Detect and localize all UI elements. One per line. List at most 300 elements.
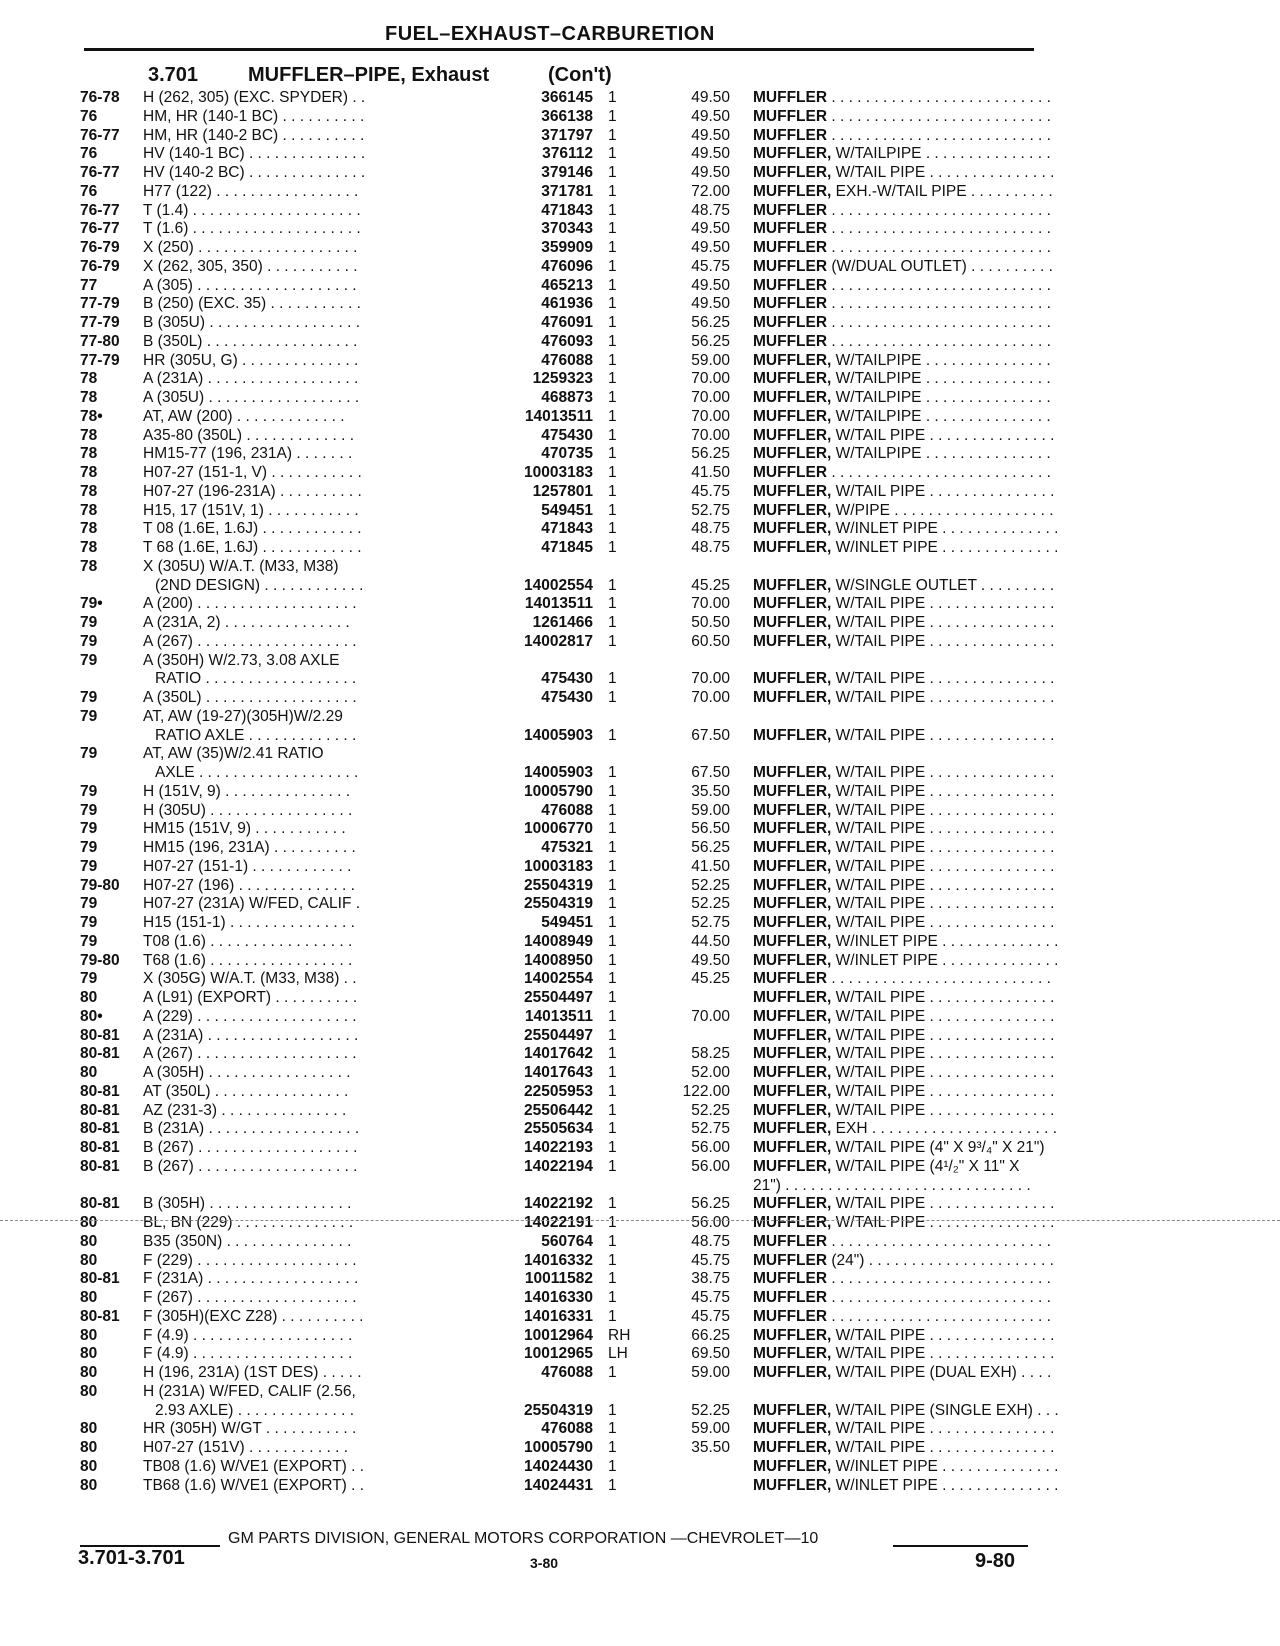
price-cell: 67.50 bbox=[691, 764, 730, 781]
item-cell bbox=[753, 520, 1113, 539]
table-row bbox=[80, 726, 1055, 746]
item-detail: W/TAIL PIPE . . . . . . . . . . . . . . . bbox=[831, 614, 1055, 631]
item-name: MUFFLER, bbox=[753, 614, 832, 631]
item-name: MUFFLER, bbox=[753, 1101, 832, 1119]
quantity-cell: 1 bbox=[608, 857, 617, 875]
item-detail: W/TAILPIPE . . . . . . . . . . . . . . . bbox=[831, 351, 1051, 369]
price-cell: 45.75 bbox=[691, 1251, 730, 1269]
item-cell bbox=[753, 1252, 1113, 1271]
item-name: MUFFLER bbox=[753, 314, 828, 331]
quantity-cell: 1 bbox=[608, 1064, 617, 1081]
price-cell: 48.75 bbox=[691, 201, 730, 219]
item-detail: W/TAIL PIPE . . . . . . . . . . . . . . . bbox=[831, 1420, 1055, 1438]
item-cell bbox=[753, 183, 1113, 202]
description-cell: T 08 (1.6E, 1.6J) . . . . . . . . . . . . bbox=[143, 520, 362, 538]
item-name: MUFFLER, bbox=[753, 145, 832, 163]
item-cell bbox=[753, 1045, 1113, 1064]
price-cell: 70.00 bbox=[691, 670, 730, 688]
price-cell: 70.00 bbox=[691, 595, 730, 613]
year-cell: 79 bbox=[80, 820, 98, 838]
item-detail: . . . . . . . . . . . . . . . . . . . . . . . . . . bbox=[827, 1270, 1051, 1288]
table-row bbox=[80, 1101, 1055, 1121]
table-row bbox=[80, 670, 1055, 689]
year-cell: 78 bbox=[80, 389, 98, 406]
quantity-cell: 1 bbox=[608, 445, 617, 463]
description-cell: HV (140-2 BC) . . . . . . . . . . . . . . bbox=[143, 164, 366, 181]
quantity-cell: 1 bbox=[608, 407, 617, 425]
year-cell: 76-77 bbox=[80, 220, 120, 238]
part-number-cell: 14024431 bbox=[524, 1476, 593, 1494]
price-cell: 56.00 bbox=[691, 1157, 730, 1175]
item-name: MUFFLER, bbox=[753, 407, 832, 425]
item-cell bbox=[753, 858, 1113, 877]
item-detail: W/TAIL PIPE . . . . . . . . . . . . . . . bbox=[831, 426, 1055, 444]
description-cell: H (305U) . . . . . . . . . . . . . . . . . bbox=[143, 801, 353, 819]
description-cell: H07-27 (196-231A) . . . . . . . . . . bbox=[143, 482, 362, 500]
year-cell: 80• bbox=[80, 1007, 103, 1025]
year-cell: 78 bbox=[80, 482, 98, 500]
part-number-cell: 14013511 bbox=[524, 595, 593, 613]
item-name: MUFFLER, bbox=[753, 1420, 832, 1438]
quantity-cell: 1 bbox=[608, 1214, 617, 1231]
description-cell: H15 (151-1) . . . . . . . . . . . . . . . bbox=[143, 914, 355, 931]
item-detail: W/TAIL PIPE . . . . . . . . . . . . . . . bbox=[831, 1439, 1055, 1456]
description-cell: F (231A) . . . . . . . . . . . . . . . . . . bbox=[143, 1270, 359, 1288]
item-cell bbox=[753, 764, 1113, 783]
part-number-cell: 476088 bbox=[541, 801, 593, 819]
item-detail: W/TAIL PIPE . . . . . . . . . . . . . . . bbox=[831, 1214, 1055, 1231]
year-cell: 79 bbox=[80, 932, 98, 950]
year-cell: 79-80 bbox=[80, 951, 120, 969]
part-number-cell: 370343 bbox=[541, 220, 593, 238]
price-cell: 59.00 bbox=[691, 1364, 730, 1381]
table-row bbox=[80, 1158, 1040, 1177]
price-cell: 48.75 bbox=[691, 539, 730, 556]
item-cell bbox=[753, 1402, 1113, 1421]
item-detail: W/TAIL PIPE (4" X 9³/₄" X 21") bbox=[831, 1139, 1045, 1156]
price-cell: 67.50 bbox=[691, 726, 730, 744]
item-name: MUFFLER, bbox=[753, 389, 832, 406]
year-cell: 79-80 bbox=[80, 876, 120, 894]
item-detail: EXH.-W/TAIL PIPE . . . . . . . . . . bbox=[831, 182, 1053, 200]
item-detail: (24") . . . . . . . . . . . . . . . . . . . . . . bbox=[827, 1251, 1054, 1269]
year-cell: 79 bbox=[80, 632, 98, 650]
description-cell: H (151V, 9) . . . . . . . . . . . . . . . bbox=[143, 782, 351, 800]
description-cell: A (305) . . . . . . . . . . . . . . . . . . . bbox=[143, 276, 357, 294]
item-name: MUFFLER, bbox=[753, 1214, 832, 1231]
item-detail: W/TAIL PIPE . . . . . . . . . . . . . . . bbox=[831, 726, 1055, 744]
part-number-cell: 1257801 bbox=[532, 482, 593, 500]
year-cell: 77-79 bbox=[80, 351, 120, 369]
item-name: MUFFLER, bbox=[753, 501, 832, 519]
quantity-cell: 1 bbox=[608, 782, 617, 800]
item-detail: . . . . . . . . . . . . . . . . . . . . . . . . . . bbox=[827, 89, 1051, 106]
item-cell bbox=[753, 1177, 1113, 1196]
description-cell: H (196, 231A) (1ST DES) . . . . . bbox=[143, 1364, 362, 1381]
item-detail: EXH . . . . . . . . . . . . . . . . . . . . . . bbox=[831, 1120, 1058, 1138]
item-name: MUFFLER, bbox=[753, 1364, 832, 1381]
description-cell: HM, HR (140-1 BC) . . . . . . . . . . bbox=[143, 107, 365, 125]
table-row bbox=[80, 1232, 1051, 1252]
part-number-cell: 14017642 bbox=[524, 1045, 593, 1063]
description-cell: F (267) . . . . . . . . . . . . . . . . . . . bbox=[143, 1289, 357, 1306]
item-detail: . . . . . . . . . . . . . . . . . . . . . . . . . . bbox=[827, 464, 1051, 481]
quantity-cell: 1 bbox=[608, 1439, 617, 1456]
price-cell: 49.50 bbox=[691, 276, 730, 294]
year-cell: 78 bbox=[80, 464, 98, 481]
part-number-cell: 1259323 bbox=[532, 370, 593, 388]
table-row bbox=[80, 708, 1040, 727]
item-name: MUFFLER, bbox=[753, 1157, 832, 1175]
item-detail: W/TAIL PIPE . . . . . . . . . . . . . . . bbox=[831, 482, 1055, 500]
item-detail: W/INLET PIPE . . . . . . . . . . . . . . bbox=[831, 539, 1059, 556]
year-cell: 78 bbox=[80, 501, 98, 519]
section-title: MUFFLER–PIPE, Exhaust bbox=[248, 64, 490, 86]
price-cell: 48.75 bbox=[691, 520, 730, 538]
item-detail: W/TAILPIPE . . . . . . . . . . . . . . . bbox=[831, 445, 1051, 463]
item-name: MUFFLER bbox=[753, 239, 828, 256]
part-number-cell: 14013511 bbox=[524, 1007, 593, 1025]
item-detail: W/TAIL PIPE . . . . . . . . . . . . . . . bbox=[831, 689, 1055, 706]
description-cell: BL, BN (229) . . . . . . . . . . . . . . bbox=[143, 1214, 354, 1231]
quantity-cell: 1 bbox=[608, 632, 617, 650]
part-number-cell: 10006770 bbox=[524, 820, 593, 838]
item-name: MUFFLER bbox=[753, 126, 828, 144]
description-cell: HM15 (196, 231A) . . . . . . . . . . bbox=[143, 839, 356, 856]
description-cell: B (250) (EXC. 35) . . . . . . . . . . . bbox=[143, 295, 361, 313]
part-number-cell: 25504497 bbox=[524, 989, 593, 1006]
item-cell bbox=[753, 333, 1113, 352]
year-cell: 78 bbox=[80, 445, 98, 463]
item-cell bbox=[753, 352, 1113, 371]
table-row bbox=[80, 164, 1055, 183]
item-name: MUFFLER, bbox=[753, 1439, 832, 1456]
quantity-cell: 1 bbox=[608, 1251, 617, 1269]
item-cell bbox=[753, 802, 1113, 821]
quantity-cell: 1 bbox=[608, 576, 617, 594]
item-detail: W/TAIL PIPE . . . . . . . . . . . . . . . bbox=[831, 989, 1055, 1006]
table-row bbox=[80, 951, 1059, 971]
item-cell bbox=[753, 1027, 1113, 1046]
part-number-cell: 14022193 bbox=[524, 1139, 593, 1156]
item-cell bbox=[753, 895, 1113, 914]
item-cell bbox=[753, 595, 1113, 614]
quantity-cell: 1 bbox=[608, 201, 617, 219]
part-number-cell: 25505634 bbox=[524, 1120, 593, 1138]
part-number-cell: 471843 bbox=[541, 520, 593, 538]
description-cell: A35-80 (350L) . . . . . . . . . . . . . bbox=[143, 426, 355, 444]
table-row bbox=[80, 970, 1051, 989]
item-cell bbox=[753, 202, 1113, 221]
description-cell: HR (305U, G) . . . . . . . . . . . . . . bbox=[143, 351, 359, 369]
part-number-cell: 549451 bbox=[541, 501, 593, 519]
item-detail: W/SINGLE OUTLET . . . . . . . . . bbox=[831, 576, 1055, 594]
table-row bbox=[80, 839, 1055, 858]
part-number-cell: 475430 bbox=[541, 689, 593, 706]
table-row bbox=[80, 1345, 1055, 1364]
table-row bbox=[80, 332, 1051, 352]
quantity-cell: 1 bbox=[608, 876, 617, 894]
item-cell bbox=[753, 933, 1113, 952]
description-cell: A (350H) W/2.73, 3.08 AXLE bbox=[143, 651, 340, 669]
item-cell bbox=[753, 877, 1113, 896]
quantity-cell: 1 bbox=[608, 314, 617, 331]
table-row bbox=[80, 876, 1055, 896]
year-cell: 80 bbox=[80, 1457, 98, 1475]
year-cell: 80 bbox=[80, 1214, 98, 1231]
item-name: MUFFLER, bbox=[753, 1064, 832, 1081]
year-cell: 80 bbox=[80, 1476, 98, 1494]
part-number-cell: 14022191 bbox=[524, 1214, 593, 1231]
item-detail: W/INLET PIPE . . . . . . . . . . . . . . bbox=[831, 1476, 1059, 1494]
item-name: MUFFLER, bbox=[753, 1326, 832, 1344]
table-row bbox=[80, 1177, 1040, 1196]
year-cell: 80 bbox=[80, 1345, 98, 1363]
item-cell bbox=[753, 239, 1113, 258]
part-number-cell: 25504497 bbox=[524, 1026, 593, 1044]
year-cell: 76-79 bbox=[80, 239, 120, 256]
item-name: MUFFLER, bbox=[753, 1082, 832, 1100]
part-number-cell: 476093 bbox=[541, 332, 593, 350]
table-row bbox=[80, 989, 1055, 1008]
description-cell: X (250) . . . . . . . . . . . . . . . . . . . bbox=[143, 239, 358, 256]
item-name: MUFFLER bbox=[753, 276, 828, 294]
part-number-cell: 14002554 bbox=[524, 970, 593, 988]
price-cell: 70.00 bbox=[691, 1007, 730, 1025]
price-cell: 52.25 bbox=[691, 1401, 730, 1419]
table-row bbox=[80, 182, 1053, 202]
item-cell bbox=[753, 689, 1113, 708]
price-cell: 49.50 bbox=[691, 295, 730, 313]
part-number-cell: 475430 bbox=[541, 426, 593, 444]
part-number-cell: 10003183 bbox=[524, 464, 593, 481]
year-cell: 77-80 bbox=[80, 332, 120, 350]
description-cell: H07-27 (231A) W/FED, CALIF . bbox=[143, 895, 361, 913]
price-cell: 44.50 bbox=[691, 932, 730, 950]
item-detail: W/TAILPIPE . . . . . . . . . . . . . . . bbox=[831, 145, 1051, 163]
item-detail: W/TAIL PIPE . . . . . . . . . . . . . . . bbox=[831, 782, 1055, 800]
price-cell: 45.25 bbox=[691, 576, 730, 594]
description-cell: T (1.4) . . . . . . . . . . . . . . . . . . . . bbox=[143, 201, 361, 219]
item-cell bbox=[753, 145, 1113, 164]
price-cell: 56.25 bbox=[691, 314, 730, 331]
price-cell: 49.50 bbox=[691, 126, 730, 144]
item-name: MUFFLER bbox=[753, 1270, 828, 1288]
item-cell bbox=[753, 108, 1113, 127]
item-name: MUFFLER, bbox=[753, 989, 832, 1006]
part-number-cell: 366145 bbox=[541, 89, 593, 106]
item-detail: W/TAIL PIPE . . . . . . . . . . . . . . . bbox=[831, 1326, 1055, 1344]
year-cell: 80-81 bbox=[80, 1120, 120, 1138]
description-cell: B (267) . . . . . . . . . . . . . . . . . . . bbox=[143, 1157, 358, 1175]
item-detail: W/TAIL PIPE . . . . . . . . . . . . . . . bbox=[831, 914, 1055, 931]
description-cell: F (305H)(EXC Z28) . . . . . . . . . . bbox=[143, 1307, 364, 1325]
price-cell: 69.50 bbox=[691, 1345, 730, 1363]
year-cell: 79 bbox=[80, 707, 98, 725]
quantity-cell: 1 bbox=[608, 182, 617, 200]
quantity-cell: 1 bbox=[608, 426, 617, 444]
part-number-cell: 471843 bbox=[541, 201, 593, 219]
year-cell: 79 bbox=[80, 857, 98, 875]
item-name: MUFFLER, bbox=[753, 1007, 832, 1025]
item-detail: W/TAILPIPE . . . . . . . . . . . . . . . bbox=[831, 389, 1051, 406]
part-number-cell: 25504319 bbox=[524, 1401, 593, 1419]
price-cell: 49.50 bbox=[691, 145, 730, 163]
quantity-cell: 1 bbox=[608, 351, 617, 369]
title-rule bbox=[84, 48, 1034, 51]
item-cell bbox=[753, 1064, 1113, 1083]
table-row bbox=[80, 576, 1055, 596]
quantity-cell: 1 bbox=[608, 1101, 617, 1119]
quantity-cell: 1 bbox=[608, 764, 617, 781]
item-cell bbox=[753, 1158, 1113, 1177]
item-detail: . . . . . . . . . . . . . . . . . . . . . . . . . . bbox=[827, 1232, 1051, 1250]
quantity-cell: 1 bbox=[608, 1026, 617, 1044]
quantity-cell: 1 bbox=[608, 989, 617, 1006]
table-row bbox=[80, 295, 1051, 314]
part-number-cell: 366138 bbox=[541, 107, 593, 125]
item-detail: W/TAIL PIPE . . . . . . . . . . . . . . . bbox=[831, 1082, 1055, 1100]
item-cell bbox=[753, 1120, 1113, 1139]
item-name: MUFFLER, bbox=[753, 632, 832, 650]
item-detail: W/TAIL PIPE . . . . . . . . . . . . . . . bbox=[831, 1101, 1055, 1119]
item-detail: W/TAIL PIPE . . . . . . . . . . . . . . . bbox=[831, 595, 1055, 613]
item-cell bbox=[753, 914, 1113, 933]
part-number-cell: 25504319 bbox=[524, 876, 593, 894]
item-detail: W/TAIL PIPE (DUAL EXH) . . . . bbox=[831, 1364, 1052, 1381]
price-cell: 66.25 bbox=[691, 1326, 730, 1344]
table-row bbox=[80, 520, 1059, 539]
description-cell: HV (140-1 BC) . . . . . . . . . . . . . . bbox=[143, 145, 366, 163]
item-name: MUFFLER, bbox=[753, 164, 832, 181]
item-name: MUFFLER, bbox=[753, 576, 832, 594]
year-cell: 80-81 bbox=[80, 1195, 120, 1213]
item-name: MUFFLER, bbox=[753, 764, 832, 781]
footer-page-number: 3-80 bbox=[530, 1555, 559, 1571]
year-cell: 79 bbox=[80, 651, 98, 669]
table-row bbox=[80, 482, 1055, 502]
year-cell: 79 bbox=[80, 801, 98, 819]
item-name: MUFFLER, bbox=[753, 182, 832, 200]
year-cell: 77 bbox=[80, 276, 98, 294]
item-cell bbox=[753, 445, 1113, 464]
description-cell: A (L91) (EXPORT) . . . . . . . . . . bbox=[143, 989, 358, 1006]
quantity-cell: 1 bbox=[608, 1364, 617, 1381]
table-row bbox=[80, 1364, 1052, 1383]
item-cell bbox=[753, 389, 1113, 408]
item-name: MUFFLER, bbox=[753, 1476, 832, 1494]
table-row bbox=[80, 782, 1055, 802]
description-cell: HM15 (151V, 9) . . . . . . . . . . . bbox=[143, 820, 346, 838]
price-cell: 70.00 bbox=[691, 370, 730, 388]
quantity-cell: 1 bbox=[608, 520, 617, 538]
item-cell bbox=[753, 427, 1113, 446]
item-name: MUFFLER bbox=[753, 257, 828, 275]
item-cell bbox=[753, 483, 1113, 502]
item-detail: W/INLET PIPE . . . . . . . . . . . . . . bbox=[831, 520, 1059, 538]
quantity-cell: 1 bbox=[608, 1082, 617, 1100]
table-row bbox=[80, 257, 1053, 277]
table-row bbox=[80, 351, 1051, 371]
table-row bbox=[80, 1326, 1055, 1346]
footer-right-rule bbox=[893, 1545, 1028, 1547]
item-cell bbox=[753, 1083, 1113, 1102]
description-cell: A (267) . . . . . . . . . . . . . . . . . . . bbox=[143, 1045, 357, 1063]
quantity-cell: 1 bbox=[608, 257, 617, 275]
item-cell bbox=[753, 1102, 1113, 1121]
table-row bbox=[80, 1401, 1059, 1421]
item-name: MUFFLER, bbox=[753, 1195, 832, 1213]
part-number-cell: 10005790 bbox=[524, 1439, 593, 1456]
part-number-cell: 549451 bbox=[541, 914, 593, 931]
table-row bbox=[80, 1457, 1059, 1477]
table-row bbox=[80, 895, 1055, 914]
item-detail: W/TAIL PIPE . . . . . . . . . . . . . . . bbox=[831, 1064, 1055, 1081]
table-row bbox=[80, 239, 1051, 258]
table-row bbox=[80, 914, 1055, 933]
item-name: MUFFLER, bbox=[753, 689, 832, 706]
table-row bbox=[80, 1082, 1055, 1102]
item-detail: W/TAIL PIPE . . . . . . . . . . . . . . . bbox=[831, 164, 1055, 181]
item-name: MUFFLER, bbox=[753, 670, 832, 688]
item-cell bbox=[753, 577, 1113, 596]
part-number-cell: 10012965 bbox=[524, 1345, 593, 1363]
item-detail: . . . . . . . . . . . . . . . . . . . . . . . . . . bbox=[827, 239, 1051, 256]
year-cell: 79 bbox=[80, 839, 98, 856]
description-cell: H (231A) W/FED, CALIF (2.56, bbox=[143, 1382, 356, 1400]
part-number-cell: 14016330 bbox=[524, 1289, 593, 1306]
description-cell: A (231A) . . . . . . . . . . . . . . . . . . bbox=[143, 1026, 359, 1044]
price-cell: 48.75 bbox=[691, 1232, 730, 1250]
item-detail: . . . . . . . . . . . . . . . . . . . . . . . . . . bbox=[827, 126, 1051, 144]
part-number-cell: 10005790 bbox=[524, 782, 593, 800]
year-cell: 80 bbox=[80, 1364, 98, 1381]
table-row bbox=[80, 1476, 1059, 1496]
year-cell: 80 bbox=[80, 1439, 98, 1456]
quantity-cell: 1 bbox=[608, 839, 617, 856]
item-name: MUFFLER bbox=[753, 1251, 828, 1269]
item-name: MUFFLER bbox=[753, 295, 828, 313]
year-cell: 80-81 bbox=[80, 1270, 120, 1288]
quantity-cell: 1 bbox=[608, 1120, 617, 1138]
description-cell: AZ (231-3) . . . . . . . . . . . . . . . bbox=[143, 1101, 347, 1119]
item-detail: W/TAILPIPE . . . . . . . . . . . . . . . bbox=[831, 370, 1051, 388]
item-detail: W/TAIL PIPE . . . . . . . . . . . . . . . bbox=[831, 1026, 1055, 1044]
year-cell: 78 bbox=[80, 520, 98, 538]
year-cell: 79 bbox=[80, 614, 98, 631]
year-cell: 80 bbox=[80, 1326, 98, 1344]
description-cell: B35 (350N) . . . . . . . . . . . . . . . bbox=[143, 1232, 352, 1250]
price-cell: 56.50 bbox=[691, 820, 730, 838]
part-number-cell: 1261466 bbox=[532, 614, 593, 631]
year-cell: 80 bbox=[80, 989, 98, 1006]
item-detail: W/TAIL PIPE . . . . . . . . . . . . . . . bbox=[831, 1345, 1055, 1363]
item-cell bbox=[753, 502, 1113, 521]
price-cell: 60.50 bbox=[691, 632, 730, 650]
item-name: MUFFLER, bbox=[753, 520, 832, 538]
table-row bbox=[80, 1195, 1055, 1214]
description-cell: B (231A) . . . . . . . . . . . . . . . . . . bbox=[143, 1120, 360, 1138]
part-number-cell: 14008950 bbox=[524, 951, 593, 969]
part-number-cell: 379146 bbox=[541, 164, 593, 181]
item-cell bbox=[753, 1364, 1113, 1383]
price-cell: 56.00 bbox=[691, 1214, 730, 1231]
part-number-cell: 475430 bbox=[541, 670, 593, 688]
cut-line bbox=[0, 1220, 1280, 1221]
item-name: MUFFLER, bbox=[753, 426, 832, 444]
year-cell: 80-81 bbox=[80, 1082, 120, 1100]
part-number-cell: 25504319 bbox=[524, 895, 593, 913]
